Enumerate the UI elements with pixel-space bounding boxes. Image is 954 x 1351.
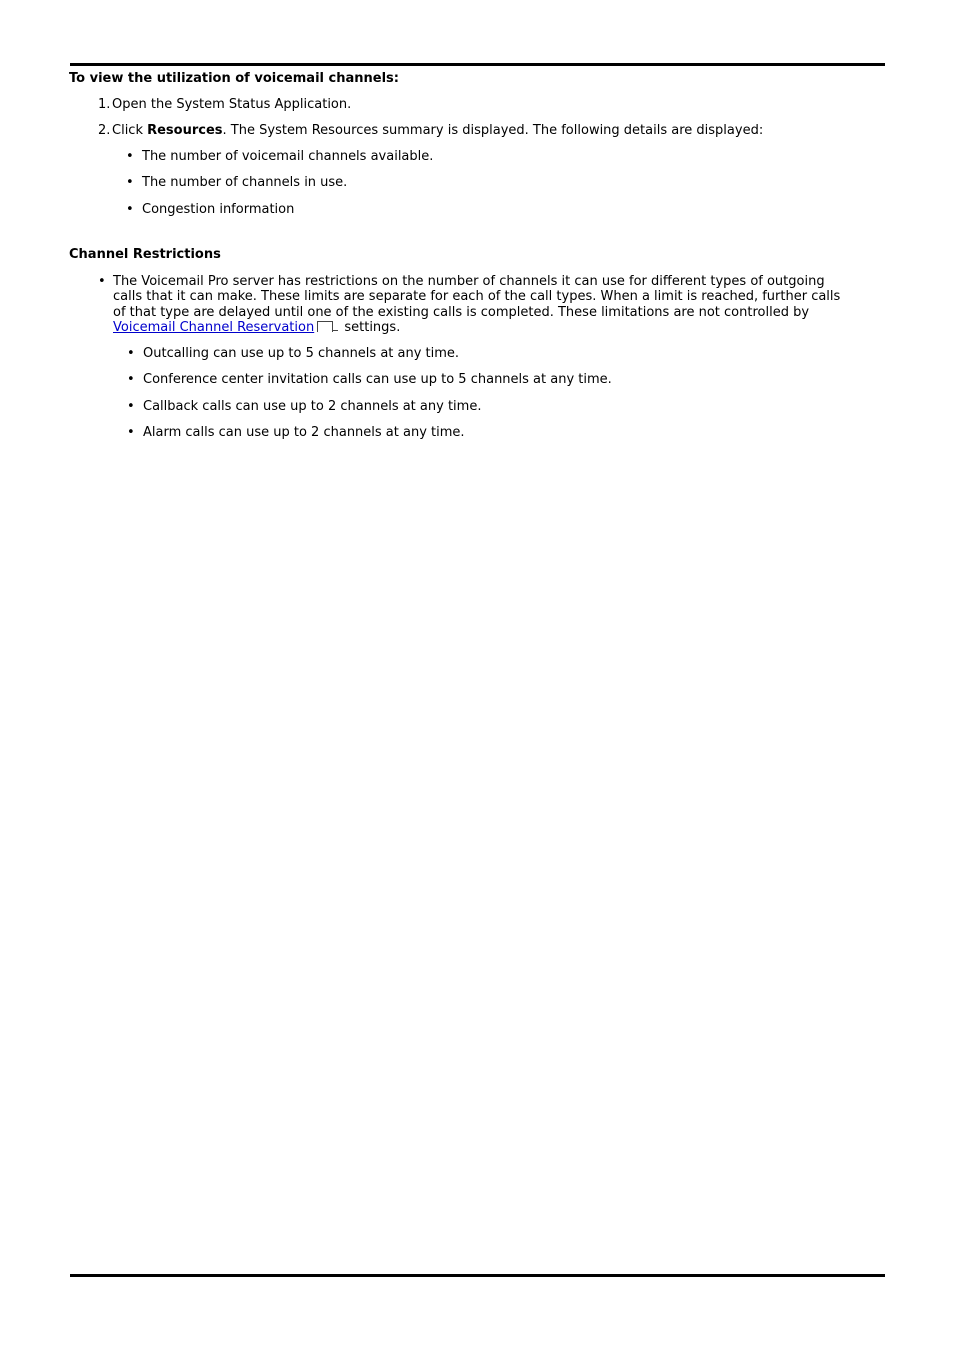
details-list (112, 149, 859, 218)
step-item (69, 123, 859, 217)
bullet-icon: • (127, 372, 135, 387)
bullet-icon: • (98, 273, 106, 289)
section-heading-channel-restrictions: Channel Restrictions (69, 247, 221, 262)
list-item-text: Conference center invitation calls can use up to 5 channels at any time. (143, 372, 612, 387)
step-number: 2. (98, 123, 111, 138)
step-text: Open the System Status Application. (112, 96, 352, 112)
restrictions-paragraph (113, 274, 855, 336)
external-link-icon[interactable] (317, 321, 337, 333)
step-item (69, 97, 859, 113)
list-item-text: Congestion information (142, 201, 295, 217)
restrictions-list (69, 274, 859, 441)
bullet-icon: • (127, 345, 135, 361)
steps-list (69, 97, 859, 218)
step-text-pre: Click (112, 123, 148, 138)
bottom-rule (70, 1274, 885, 1277)
paragraph-text-end: settings. (340, 320, 401, 335)
bullet-icon: • (126, 148, 134, 164)
step-text-bold: Resources (147, 123, 223, 138)
list-item (112, 175, 859, 191)
top-rule (70, 63, 885, 66)
bullet-icon: • (126, 201, 134, 217)
list-item (112, 202, 859, 218)
list-item (113, 372, 859, 388)
step-number: 1. (98, 96, 111, 112)
list-item (69, 274, 859, 441)
step-text-post: . The System Resources summary is displayed. The following details are displayed: (222, 123, 764, 138)
list-item (112, 149, 859, 165)
voicemail-channel-reservation-link[interactable]: Voicemail Channel Reservation (113, 320, 315, 335)
list-item (113, 346, 859, 362)
document-body (69, 71, 859, 452)
limits-list (113, 346, 859, 441)
section-heading-utilization: To view the utilization of voicemail channels: (69, 71, 399, 86)
list-item-text: Callback calls can use up to 2 channels at any time. (143, 398, 482, 414)
list-item (113, 425, 859, 441)
bullet-icon: • (127, 398, 135, 414)
list-item-text: Alarm calls can use up to 2 channels at any time. (143, 425, 465, 440)
list-item-text: The number of voicemail channels available. (142, 148, 434, 164)
bullet-icon: • (126, 175, 134, 190)
list-item-text: The number of channels in use. (142, 175, 348, 190)
list-item (113, 399, 859, 415)
bullet-icon: • (127, 425, 135, 440)
list-item-text: Outcalling can use up to 5 channels at any time. (143, 345, 460, 361)
paragraph-text: The Voicemail Pro server has restrictions on the number of channels it can use for different types of outgoing calls that it can make. These limits are separate for each of the call types. When a limit is reached, further calls of that type are delayed until one of the existing calls is completed. These limitations are not controlled by (113, 273, 841, 320)
